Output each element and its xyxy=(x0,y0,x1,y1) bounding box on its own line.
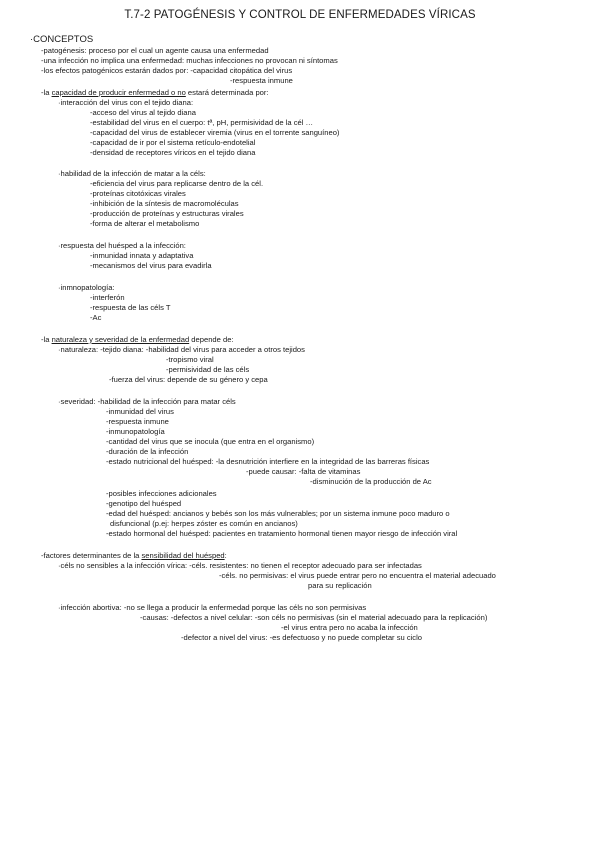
note-line: -inmunopatología xyxy=(106,427,165,436)
note-line: ·infección abortiva: -no se llega a producir la enfermedad porque las céls no son permisivas xyxy=(58,603,367,612)
note-line: para su replicación xyxy=(308,581,372,590)
note-line: -la naturaleza y severidad de la enfermedad depende de: xyxy=(41,335,234,344)
note-line: -respuesta inmune xyxy=(230,76,293,85)
note-line: -fuerza del virus: depende de su género y cepa xyxy=(109,375,268,384)
note-line: ·habilidad de la infección de matar a la céls: xyxy=(58,169,206,178)
document-title: T.7-2 PATOGÉNESIS Y CONTROL DE ENFERMEDADES VÍRICAS xyxy=(124,9,476,21)
section-heading: ·CONCEPTOS xyxy=(30,34,94,45)
note-line: -céls. no permisivas: el virus puede entrar pero no encuentra el material adecuado xyxy=(219,571,496,580)
note-line: -inhibición de la síntesis de macromoléculas xyxy=(90,199,239,208)
note-line: -estado hormonal del huésped: pacientes en tratamiento hormonal tienen mayor riesgo de infección viral xyxy=(106,529,458,538)
note-line: ·céls no sensibles a la infección vírica: -céls. resistentes: no tienen el receptor adecuado para ser infectadas xyxy=(58,561,422,570)
note-line: -puede causar: -falta de vitaminas xyxy=(246,467,361,476)
note-line: -inmunidad del virus xyxy=(106,407,174,416)
note-line: ·severidad: -habilidad de la infección para matar céls xyxy=(58,397,236,406)
note-line: -factores determinantes de la sensibilidad del huésped: xyxy=(41,551,227,560)
note-line: -disminución de la producción de Ac xyxy=(310,477,432,486)
note-line: -capacidad del virus de establecer viremia (virus en el torrente sanguíneo) xyxy=(90,128,340,137)
note-line: -duración de la infección xyxy=(106,447,189,456)
note-line: -patogénesis: proceso por el cual un agente causa una enfermedad xyxy=(41,46,269,55)
note-line: -edad del huésped: ancianos y bebés son los más vulnerables; por un sistema inmune poco maduro o xyxy=(106,509,450,518)
note-line: ·respuesta del huésped a la infección: xyxy=(58,241,186,250)
note-line: -una infección no implica una enfermedad: muchas infecciones no provocan ni síntomas xyxy=(41,56,338,65)
note-line: -forma de alterar el metabolismo xyxy=(90,219,200,228)
note-line: -cantidad del virus que se inocula (que entra en el organismo) xyxy=(106,437,315,446)
note-line: -posibles infecciones adicionales xyxy=(106,489,217,498)
note-line: disfuncional (p.ej: herpes zóster es común en ancianos) xyxy=(110,519,298,528)
note-line: -estabilidad del virus en el cuerpo: tª, pH, permisividad de la cél … xyxy=(90,118,314,127)
note-line: -interferón xyxy=(90,293,125,302)
note-line: -producción de proteínas y estructuras virales xyxy=(90,209,244,218)
note-line: -mecanismos del virus para evadirla xyxy=(90,261,212,270)
note-line: -Ac xyxy=(90,313,102,322)
note-line: -los efectos patogénicos estarán dados por: -capacidad citopática del virus xyxy=(41,66,293,75)
note-line: -capacidad de ir por el sistema retículo-endotelial xyxy=(90,138,256,147)
note-line: ·interacción del virus con el tejido diana: xyxy=(58,98,194,107)
note-line: -respuesta inmune xyxy=(106,417,169,426)
note-line: -densidad de receptores víricos en el tejido diana xyxy=(90,148,256,157)
note-line: -genotipo del huésped xyxy=(106,499,182,508)
note-line: -estado nutricional del huésped: -la desnutrición interfiere en la integridad de las barreras físicas xyxy=(106,457,430,466)
note-line: -permisividad de las céls xyxy=(166,365,250,374)
note-line: -eficiencia del virus para replicarse dentro de la cél. xyxy=(90,179,264,188)
note-line: -proteínas citotóxicas virales xyxy=(90,189,186,198)
note-line: -el virus entra pero no acaba la infección xyxy=(281,623,418,632)
note-line: -respuesta de las céls T xyxy=(90,303,171,312)
note-line: -la capacidad de producir enfermedad o no estará determinada por: xyxy=(41,88,269,97)
note-line: ·naturaleza: -tejido diana: -habilidad del virus para acceder a otros tejidos xyxy=(58,345,305,354)
note-line: -acceso del virus al tejido diana xyxy=(90,108,196,117)
note-line: -defector a nivel del virus: -es defectuoso y no puede completar su ciclo xyxy=(181,633,423,642)
note-line: -inmunidad innata y adaptativa xyxy=(90,251,194,260)
note-line: -causas: -defectos a nivel celular: -son céls no permisivas (sin el material adecuado para la replicación) xyxy=(140,613,488,622)
note-line: ·inmnopatología: xyxy=(58,283,115,292)
note-line: -tropismo viral xyxy=(166,355,214,364)
